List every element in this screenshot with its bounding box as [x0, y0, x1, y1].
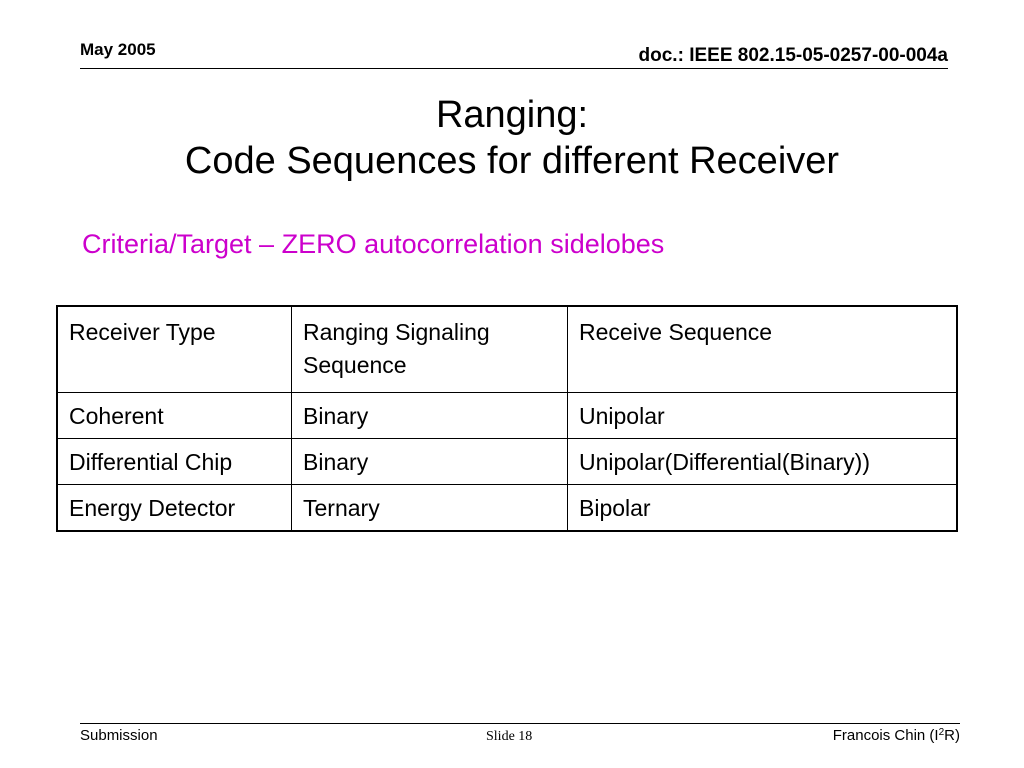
table-cell: Coherent	[57, 393, 292, 439]
slide-title-line-2: Code Sequences for different Receiver	[184, 140, 840, 182]
footer-author-suffix: R)	[944, 727, 960, 744]
receiver-table	[56, 305, 958, 532]
table-cell: Energy Detector	[57, 485, 292, 532]
table-cell: Binary	[292, 439, 568, 485]
footer-author-superscript: 2	[938, 727, 945, 738]
table-cell: Differential Chip	[57, 439, 292, 485]
footer-author-prefix: Francois Chin (I	[832, 727, 939, 744]
table-header-cell: Ranging Signaling Sequence	[292, 306, 568, 393]
table-row	[57, 485, 957, 532]
table-cell: Bipolar	[568, 485, 958, 532]
footer-divider	[80, 723, 960, 724]
header-doc-id: doc.: IEEE 802.15-05-0257-00-004a	[638, 45, 948, 66]
footer-author	[833, 727, 960, 744]
table-cell: Unipolar(Differential(Binary))	[568, 439, 958, 485]
table-row	[57, 439, 957, 485]
table-header-cell: Receive Sequence	[568, 306, 958, 393]
table-header-row	[57, 306, 957, 393]
header-divider	[80, 68, 948, 69]
slide-title-line-1: Ranging:	[435, 94, 589, 136]
criteria-text: Criteria/Target – ZERO autocorrelation sidelobes	[82, 229, 665, 259]
table-header-cell: Receiver Type	[57, 306, 292, 393]
header-date: May 2005	[80, 40, 156, 59]
slide-title	[0, 92, 1024, 184]
table-row	[57, 393, 957, 439]
footer-slide-number: Slide 18	[486, 729, 533, 744]
table-cell: Ternary	[292, 485, 568, 532]
table-cell: Binary	[292, 393, 568, 439]
footer-submission: Submission	[80, 727, 158, 744]
table-cell: Unipolar	[568, 393, 958, 439]
